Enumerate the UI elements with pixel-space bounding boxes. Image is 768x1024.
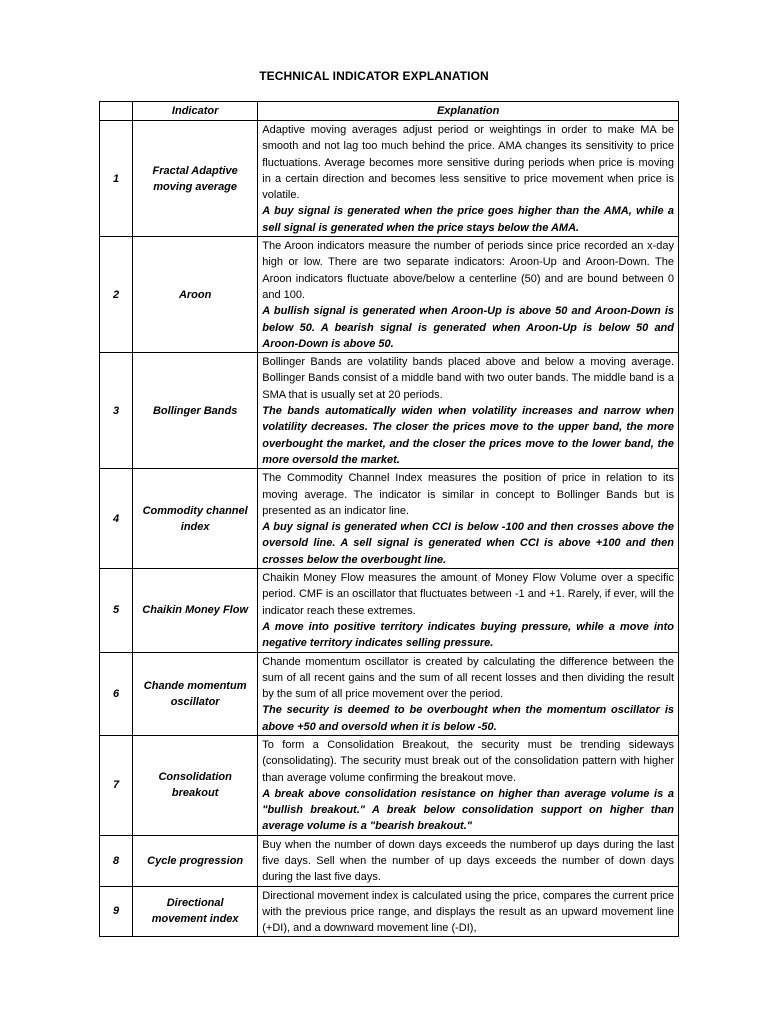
row-number: 5	[100, 569, 133, 652]
indicator-name: Directional movement index	[133, 886, 258, 936]
indicator-name: Consolidation breakout	[133, 735, 258, 835]
explanation-text: Buy when the number of down days exceeds the numberof up days during the last five days. Sell when the number of up days exceeds the number of down days during the last five days.	[262, 838, 674, 884]
row-number: 9	[100, 886, 133, 936]
row-number: 7	[100, 735, 133, 835]
row-number: 1	[100, 121, 133, 237]
signal-text: The security is deemed to be overbought when the momentum oscillator is above +50 and oversold when it is below -50.	[262, 704, 674, 733]
row-number: 3	[100, 353, 133, 469]
signal-text: A bullish signal is generated when Aroon-Up is above 50 and Aroon-Down is below 50. A bearish signal is generated when Aroon-Up is below 50 and Aroon-Down is above 50.	[262, 305, 674, 350]
table-header-row	[100, 102, 679, 121]
table-row	[100, 237, 679, 353]
signal-text: A move into positive territory indicates buying pressure, while a move into negative territory indicates selling pressure.	[262, 620, 674, 650]
row-number: 8	[100, 835, 133, 886]
explanation-cell	[258, 469, 679, 569]
explanation-text: To form a Consolidation Breakout, the security must be trending sideways (consolidating). The security must break out of the consolidation pattern with higher than average volume confirming the breakout move.	[262, 738, 674, 784]
explanation-text: Chande momentum oscillator is created by calculating the difference between the sum of all recent gains and the sum of all recent losses and then dividing the result by the sum of all price movement over the period.	[262, 655, 674, 701]
row-number: 6	[100, 652, 133, 735]
table-row	[100, 735, 679, 835]
explanation-text: Directional movement index is calculated using the price, compares the current price with the previous price range, and displays the result as an upward movement line (+DI), and a downward movement line (-DI),	[262, 889, 674, 935]
explanation-cell	[258, 886, 679, 936]
signal-text: The bands automatically widen when volatility increases and narrow when volatility decreases. The closer the prices move to the upper band, the more overbought the market, and the closer the prices move to the lower band, the more oversold the market.	[262, 405, 674, 466]
indicator-name: Aroon	[133, 237, 258, 353]
table-row	[100, 886, 679, 936]
indicator-table	[99, 101, 679, 937]
table-row	[100, 652, 679, 735]
header-number	[100, 102, 133, 121]
indicator-name: Fractal Adaptive moving average	[133, 121, 258, 237]
explanation-cell	[258, 121, 679, 237]
signal-text: A buy signal is generated when CCI is below -100 and then crosses above the oversold line. A sell signal is generated when CCI is above +100 and then crosses below the overbought line.	[262, 521, 674, 566]
table-row	[100, 121, 679, 237]
indicator-name: Bollinger Bands	[133, 353, 258, 469]
indicator-name: Chaikin Money Flow	[133, 569, 258, 652]
explanation-cell	[258, 735, 679, 835]
signal-text: A break above consolidation resistance on higher than average volume is a "bullish breakout." A break below consolidation support on higher than average volume is a "bearish breakout."	[262, 787, 674, 833]
explanation-cell	[258, 569, 679, 652]
explanation-text: The Commodity Channel Index measures the position of price in relation to its moving average. The indicator is similar in concept to Bollinger Bands but is presented as an indicator line.	[262, 472, 674, 517]
explanation-cell	[258, 237, 679, 353]
indicator-name: Cycle progression	[133, 835, 258, 886]
indicator-name: Chande momentum oscillator	[133, 652, 258, 735]
explanation-cell	[258, 353, 679, 469]
explanation-text: Chaikin Money Flow measures the amount of Money Flow Volume over a specific period. CMF is an oscillator that fluctuates between -1 and +1. Rarely, if ever, will the indicator reach these extremes.	[262, 572, 674, 617]
table-row	[100, 353, 679, 469]
explanation-cell	[258, 835, 679, 886]
signal-text: A buy signal is generated when the price goes higher than the AMA, while a sell signal is generated when the price stays below the AMA.	[262, 205, 674, 234]
indicator-name: Commodity channel index	[133, 469, 258, 569]
table-row	[100, 835, 679, 886]
explanation-text: The Aroon indicators measure the number of periods since price recorded an x-day high or low. There are two separate indicators: Aroon-Up and Aroon-Down. The Aroon indicators fluctuate above/below a centerline (50) and are bound between 0 and 100.	[262, 240, 674, 301]
explanation-cell	[258, 652, 679, 735]
table-row	[100, 569, 679, 652]
explanation-text: Adaptive moving averages adjust period or weightings in order to make MA be smooth and not lag too much behind the price. AMA changes its sensitivity to price fluctuations. Average becomes more sensitive during periods when price is moving in a certain direction and becomes less sensitive to price movement when price is volatile.	[262, 124, 674, 202]
header-indicator: Indicator	[133, 102, 258, 121]
page-title: TECHNICAL INDICATOR EXPLANATION	[259, 69, 489, 83]
header-explanation: Explanation	[258, 102, 679, 121]
row-number: 2	[100, 237, 133, 353]
explanation-text: Bollinger Bands are volatility bands placed above and below a moving average. Bollinger Bands consist of a middle band with two outer bands. The middle band is a SMA that is usually set at 20 periods.	[262, 356, 674, 401]
row-number: 4	[100, 469, 133, 569]
table-row	[100, 469, 679, 569]
